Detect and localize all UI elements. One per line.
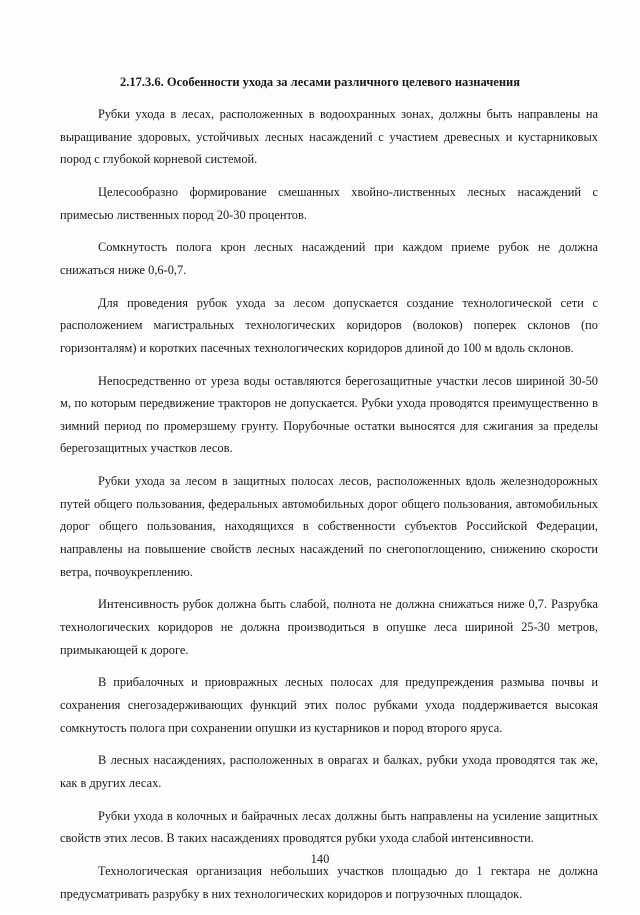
page-number: 140	[310, 852, 330, 866]
paragraph: Технологическая организация небольших участков площадью до 1 гектара не должна предусматривать разрубку в них технологических коридоров и погрузочных площадок.	[60, 864, 598, 901]
paragraph: Целесообразно формирование смешанных хвойно-лиственных лесных насаждений с примесью лиственных пород 20-30 процентов.	[60, 184, 598, 222]
section-heading: 2.17.3.6. Особенности ухода за лесами различного целевого назначения	[119, 75, 521, 89]
paragraph: Сомкнутость полога крон лесных насаждений при каждом приеме рубок не должна снижаться ниже 0,6-0,7.	[60, 240, 598, 277]
paragraph: Для проведения рубок ухода за лесом допускается создание технологической сети с расположением магистральных технологических коридоров (волоков) поперек склонов (по горизонталям) и коротких пасечных технологических коридоров длиной до 100 м вдоль склонов.	[60, 295, 598, 355]
paragraph: Рубки ухода за лесом в защитных полосах лесов, расположенных вдоль железнодорожных путей общего пользования, федеральных автомобильных дорог общего пользования, автомобильных дорог общего пользования, находящихся в собственности субъектов Российской Федерации, направлены на повышение свойств лесных насаждений по снегопоглощению, снижению скорости ветра, почвоукреплению.	[60, 474, 598, 579]
paragraph: Интенсивность рубок должна быть слабой, полнота не должна снижаться ниже 0,7. Разрубка технологических коридоров не должна производиться в опушке леса шириной 25-30 метров, примыкающей к дороге.	[60, 597, 598, 657]
paragraph: Непосредственно от уреза воды оставляются берегозащитные участки лесов шириной 30-50 м, по которым передвижение тракторов не допускается. Рубки ухода проводятся преимущественно в зимний период по промерзшему грунту. Порубочные остатки выносятся для сжигания за пределы берегозащитных участков лесов.	[60, 373, 598, 456]
paragraph: В прибалочных и приовражных лесных полосах для предупреждения размыва почвы и сохранения снегозадерживающих функций этих полос рубками ухода поддерживается высокая сомкнутость полога при сохранении опушки из кустарников и пород второго яруса.	[60, 675, 598, 735]
paragraph: Рубки ухода в колочных и байрачных лесах должны быть направлены на усиление защитных свойств этих лесов. В таких насаждениях проводятся рубки ухода слабой интенсивности.	[60, 808, 598, 846]
document-body	[60, 103, 598, 915]
paragraph: В лесных насаждениях, расположенных в оврагах и балках, рубки ухода проводятся так же, как в других лесах.	[60, 753, 598, 790]
paragraph: Рубки ухода в лесах, расположенных в водоохранных зонах, должны быть направлены на выращивание здоровых, устойчивых лесных насаждений с участием древесных и кустарниковых пород с глубокой корневой системой.	[60, 107, 598, 167]
